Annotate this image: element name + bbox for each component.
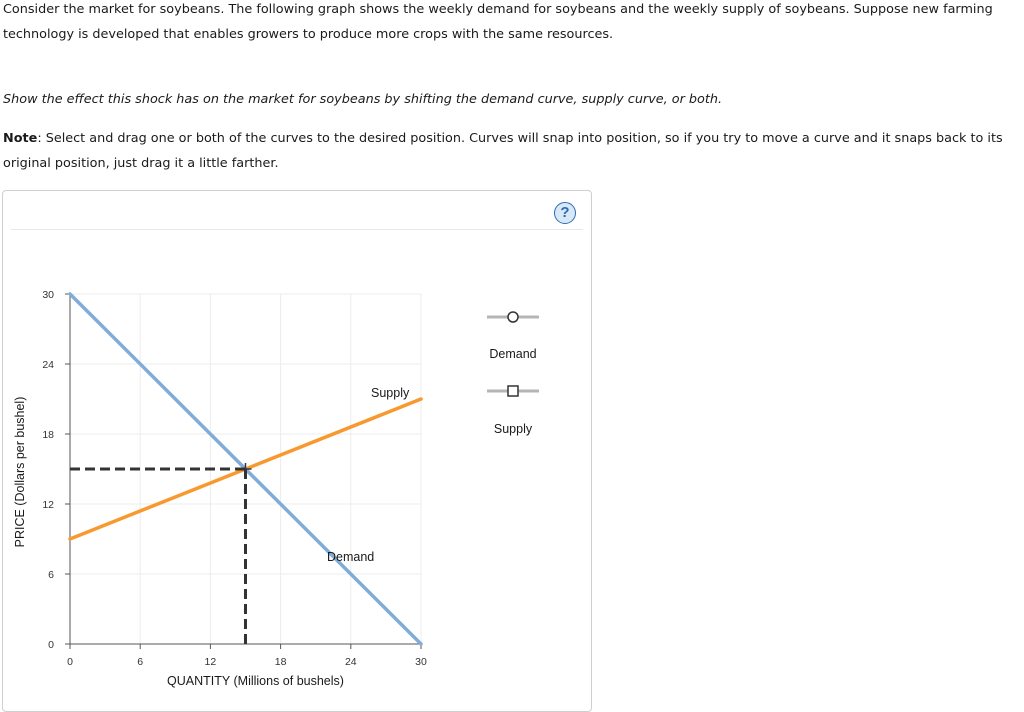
- note-label: Note: [3, 131, 38, 146]
- demand-curve-label: Demand: [327, 550, 375, 564]
- x-tick-label: 24: [344, 656, 357, 668]
- x-tick-label: 18: [274, 656, 287, 668]
- x-axis-title: QUANTITY (Millions of bushels): [167, 674, 344, 688]
- help-icon[interactable]: ?: [554, 202, 576, 224]
- equilibrium-lines: [70, 463, 252, 644]
- y-tick-label: 18: [42, 429, 54, 441]
- y-tick-label: 6: [48, 569, 54, 581]
- x-tick-label: 6: [137, 656, 144, 668]
- y-tick-label: 24: [42, 359, 54, 371]
- question-instruction: Show the effect this shock has on the market for soybeans by shifting the demand curve, supply curve, or both.: [3, 92, 723, 107]
- legend-demand-label: Demand: [489, 347, 537, 361]
- x-tick-label: 0: [67, 656, 73, 668]
- y-axis-title: PRICE (Dollars per bushel): [13, 396, 27, 548]
- y-tick-label: 12: [42, 499, 54, 511]
- note-text: : Select and drag one or both of the curves to the desired position. Curves will snap into position, so if you try to move a curve and it snaps back to its original position, just drag it a little farther.: [3, 131, 1003, 171]
- legend-supply-marker[interactable]: [508, 386, 518, 396]
- supply-curve-label: Supply: [371, 386, 410, 400]
- x-tick-label: 30: [415, 656, 427, 668]
- tick-labels: [42, 289, 427, 668]
- question-note: [3, 126, 1013, 176]
- legend-supply-label: Supply: [493, 422, 533, 436]
- y-tick-label: 30: [42, 289, 54, 301]
- x-tick-label: 12: [204, 656, 217, 668]
- supply-demand-graph: [3, 191, 591, 699]
- legend-demand-marker[interactable]: [508, 312, 518, 322]
- question-intro: Consider the market for soybeans. The following graph shows the weekly demand for soybeans and the weekly supply of soybeans. Suppose new farming technology is developed that enables growers to produce more crops with the same resources.: [3, 2, 993, 42]
- graph-panel: [2, 190, 592, 712]
- legend: [487, 312, 539, 436]
- y-tick-label: 0: [48, 639, 54, 651]
